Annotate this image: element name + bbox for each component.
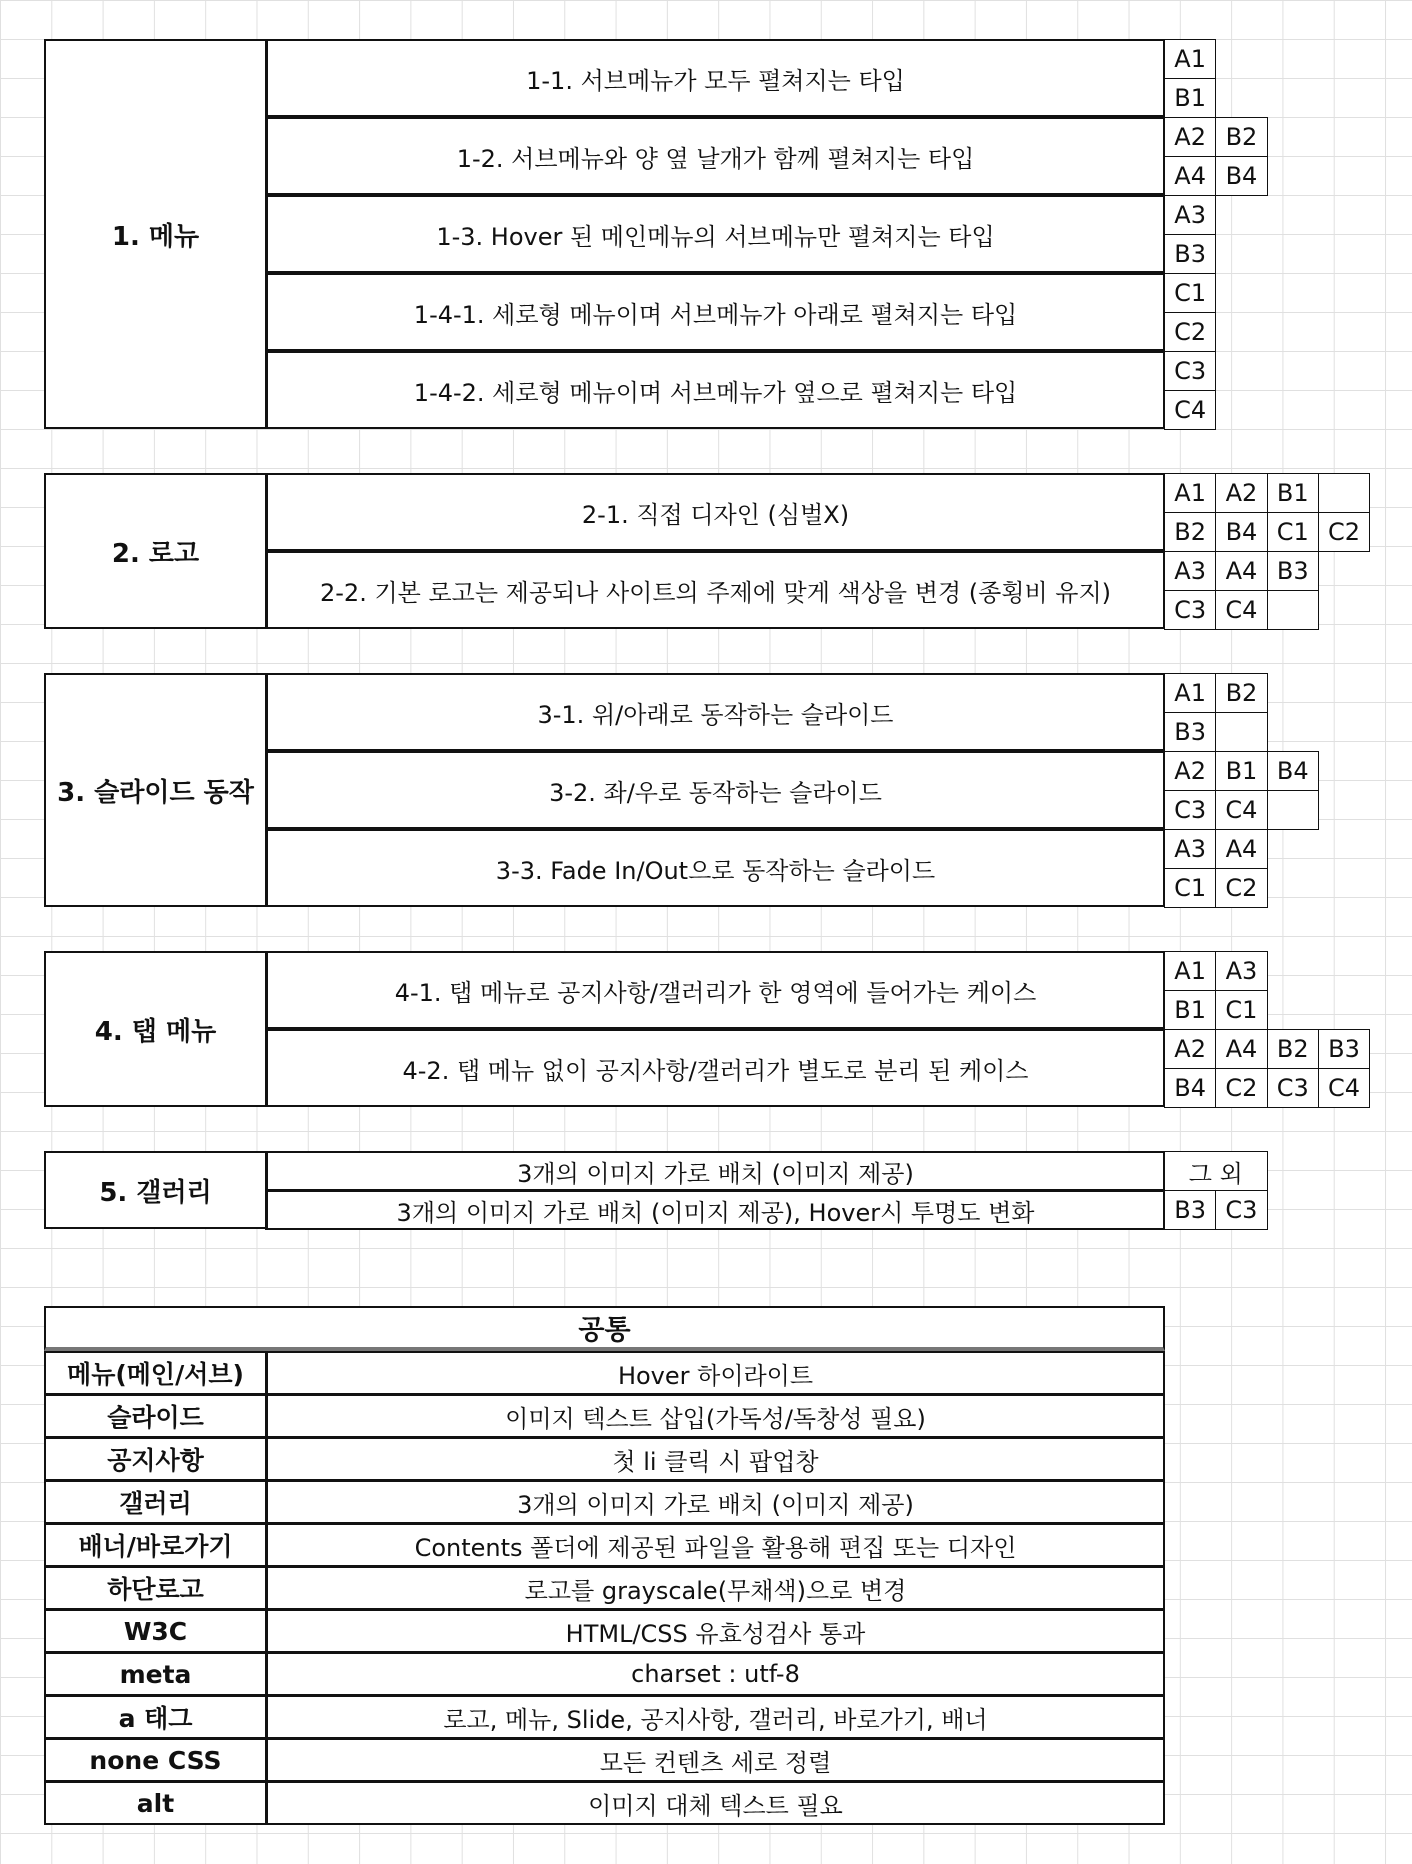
requirement-description: 2-2. 기본 로고는 제공되나 사이트의 주제에 맞게 색상을 변경 (종횡비 유지) <box>265 551 1165 629</box>
version-code: A2 <box>1164 1029 1216 1069</box>
version-code: A3 <box>1164 551 1216 591</box>
version-code: A3 <box>1215 951 1267 991</box>
common-item-name: a 태그 <box>44 1695 267 1739</box>
common-item-value: 모든 컨텐츠 세로 정렬 <box>265 1738 1165 1782</box>
common-item-value: 로고, 메뉴, Slide, 공지사항, 갤러리, 바로가기, 배너 <box>265 1695 1165 1739</box>
version-code: A4 <box>1215 829 1267 869</box>
version-code: B1 <box>1215 751 1267 791</box>
common-item-name: meta <box>44 1652 267 1696</box>
requirement-description: 1-1. 서브메뉴가 모두 펼쳐지는 타입 <box>265 39 1165 117</box>
version-code: C3 <box>1164 590 1216 630</box>
section-category: 1. 메뉴 <box>44 39 267 429</box>
version-code: A1 <box>1164 39 1216 79</box>
common-item-value: 이미지 텍스트 삽입(가독성/독창성 필요) <box>265 1394 1165 1438</box>
version-code: B1 <box>1267 473 1319 513</box>
common-item-value: HTML/CSS 유효성검사 통과 <box>265 1609 1165 1653</box>
common-item-name: 메뉴(메인/서브) <box>44 1351 267 1395</box>
common-item-name: 공지사항 <box>44 1437 267 1481</box>
version-code: B2 <box>1215 117 1267 157</box>
version-code: C3 <box>1267 1068 1319 1108</box>
common-item-name: 배너/바로가기 <box>44 1523 267 1567</box>
section-category: 3. 슬라이드 동작 <box>44 673 267 907</box>
version-code: A1 <box>1164 673 1216 713</box>
version-code: C4 <box>1215 790 1267 830</box>
requirement-description: 1-4-2. 세로형 메뉴이며 서브메뉴가 옆으로 펼쳐지는 타입 <box>265 351 1165 429</box>
version-code: C1 <box>1164 273 1216 313</box>
requirement-description: 1-4-1. 세로형 메뉴이며 서브메뉴가 아래로 펼쳐지는 타입 <box>265 273 1165 351</box>
version-code: B2 <box>1215 673 1267 713</box>
version-code: B3 <box>1318 1029 1370 1069</box>
version-code: B4 <box>1164 1068 1216 1108</box>
version-code <box>1318 473 1370 513</box>
common-item-name: W3C <box>44 1609 267 1653</box>
version-code: A2 <box>1215 473 1267 513</box>
version-code: A3 <box>1164 829 1216 869</box>
common-item-name: 갤러리 <box>44 1480 267 1524</box>
common-item-name: alt <box>44 1781 267 1825</box>
requirement-description: 3-2. 좌/우로 동작하는 슬라이드 <box>265 751 1165 829</box>
version-code: A4 <box>1215 551 1267 591</box>
version-code: C3 <box>1215 1190 1267 1230</box>
version-code: B1 <box>1164 78 1216 118</box>
common-item-value: 3개의 이미지 가로 배치 (이미지 제공) <box>265 1480 1165 1524</box>
common-item-value: 이미지 대체 텍스트 필요 <box>265 1781 1165 1825</box>
common-item-value: charset : utf-8 <box>265 1652 1165 1696</box>
common-table-title: 공통 <box>44 1306 1165 1351</box>
requirement-description: 3-1. 위/아래로 동작하는 슬라이드 <box>265 673 1165 751</box>
requirement-description: 3개의 이미지 가로 배치 (이미지 제공), Hover시 투명도 변화 <box>265 1190 1165 1230</box>
requirement-description: 2-1. 직접 디자인 (심벌X) <box>265 473 1165 551</box>
version-code: C3 <box>1164 351 1216 391</box>
version-code: B1 <box>1164 990 1216 1030</box>
requirement-description: 1-3. Hover 된 메인메뉴의 서브메뉴만 펼쳐지는 타입 <box>265 195 1165 273</box>
requirement-description: 4-2. 탭 메뉴 없이 공지사항/갤러리가 별도로 분리 된 케이스 <box>265 1029 1165 1107</box>
common-item-name: 슬라이드 <box>44 1394 267 1438</box>
version-code <box>1267 790 1319 830</box>
common-item-name: 하단로고 <box>44 1566 267 1610</box>
version-code: C4 <box>1318 1068 1370 1108</box>
section-category: 2. 로고 <box>44 473 267 629</box>
common-item-value: Contents 폴더에 제공된 파일을 활용해 편집 또는 디자인 <box>265 1523 1165 1567</box>
version-code: A1 <box>1164 951 1216 991</box>
version-code: A3 <box>1164 195 1216 235</box>
version-code: A2 <box>1164 117 1216 157</box>
version-code: C1 <box>1267 512 1319 552</box>
version-code: C1 <box>1215 990 1267 1030</box>
version-code: A2 <box>1164 751 1216 791</box>
version-code: B2 <box>1267 1029 1319 1069</box>
version-code: B3 <box>1164 712 1216 752</box>
requirement-description: 3개의 이미지 가로 배치 (이미지 제공) <box>265 1151 1165 1191</box>
section-category: 5. 갤러리 <box>44 1151 267 1229</box>
common-item-value: 로고를 grayscale(무채색)으로 변경 <box>265 1566 1165 1610</box>
section-category: 4. 탭 메뉴 <box>44 951 267 1107</box>
version-code <box>1267 590 1319 630</box>
version-code: C2 <box>1215 1068 1267 1108</box>
version-code: C2 <box>1164 312 1216 352</box>
version-code: 그 외 <box>1164 1151 1268 1191</box>
common-item-value: 첫 li 클릭 시 팝업창 <box>265 1437 1165 1481</box>
version-code: A4 <box>1164 156 1216 196</box>
version-code: C3 <box>1164 790 1216 830</box>
requirement-description: 4-1. 탭 메뉴로 공지사항/갤러리가 한 영역에 들어가는 케이스 <box>265 951 1165 1029</box>
version-code: A1 <box>1164 473 1216 513</box>
version-code: B4 <box>1215 156 1267 196</box>
version-code: C4 <box>1215 590 1267 630</box>
version-code: A4 <box>1215 1029 1267 1069</box>
version-code: B2 <box>1164 512 1216 552</box>
common-item-value: Hover 하이라이트 <box>265 1351 1165 1395</box>
version-code: B3 <box>1164 1190 1216 1230</box>
version-code: B3 <box>1267 551 1319 591</box>
version-code: C2 <box>1318 512 1370 552</box>
version-code <box>1215 712 1267 752</box>
version-code: B4 <box>1215 512 1267 552</box>
version-code: C1 <box>1164 868 1216 908</box>
version-code: C4 <box>1164 390 1216 430</box>
version-code: B3 <box>1164 234 1216 274</box>
requirement-description: 3-3. Fade In/Out으로 동작하는 슬라이드 <box>265 829 1165 907</box>
requirement-description: 1-2. 서브메뉴와 양 옆 날개가 함께 펼쳐지는 타입 <box>265 117 1165 195</box>
version-code: C2 <box>1215 868 1267 908</box>
version-code: B4 <box>1267 751 1319 791</box>
common-item-name: none CSS <box>44 1738 267 1782</box>
